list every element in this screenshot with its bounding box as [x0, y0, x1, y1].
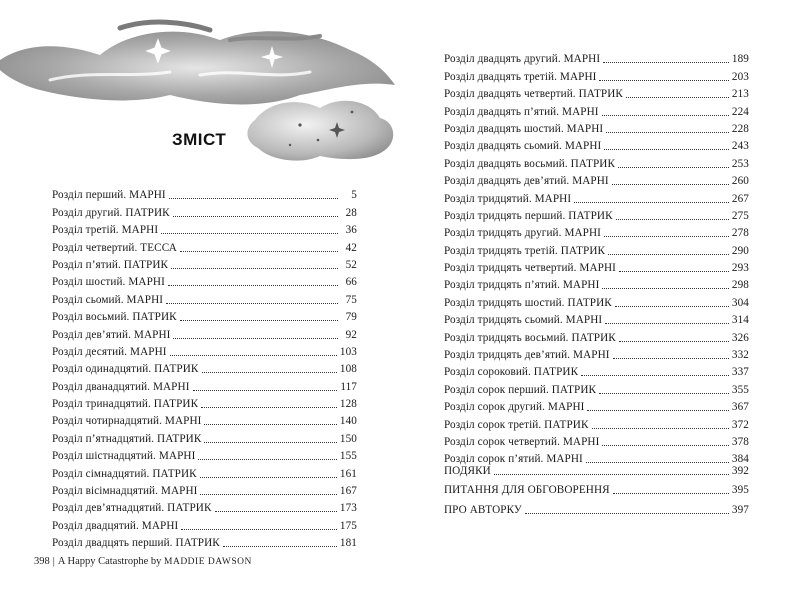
- toc-entry: [444, 458, 749, 478]
- toc-entry-page: 267: [731, 192, 749, 205]
- toc-entry-title: Розділ другий. ПАТРИК: [52, 206, 170, 219]
- toc-entry-title: Розділ двадцять п’ятий. МАРНІ: [444, 105, 599, 118]
- toc-dot-leader: [626, 97, 729, 98]
- toc-entry: [444, 258, 749, 275]
- toc-dot-leader: [166, 303, 338, 304]
- toc-entry: [52, 533, 357, 550]
- toc-dot-leader: [200, 494, 336, 495]
- toc-entry: [52, 428, 357, 445]
- toc-entry: [52, 255, 357, 272]
- toc-dot-leader: [204, 424, 336, 425]
- toc-entry-page: 260: [731, 175, 749, 188]
- toc-entry: [52, 359, 357, 376]
- toc-dot-leader: [201, 407, 337, 408]
- toc-entry: [52, 324, 357, 341]
- toc-entry-page: 79: [345, 311, 357, 324]
- toc-entry-page: 108: [339, 363, 357, 376]
- toc-entry: [444, 101, 749, 118]
- toc-entry-page: 290: [731, 244, 749, 257]
- toc-entry-title: Розділ двадцятий. МАРНІ: [52, 519, 179, 532]
- toc-entry-page: 304: [731, 296, 749, 309]
- toc-entry: [444, 136, 749, 153]
- toc-entry-title: ПОДЯКИ: [444, 464, 491, 477]
- toc-entry-title: Розділ сорок п’ятий. МАРНІ: [444, 453, 583, 466]
- toc-entry: [52, 220, 357, 237]
- toc-entry-page: 150: [339, 432, 357, 445]
- toc-entry: [52, 289, 357, 306]
- toc-entry-title: Розділ перший. МАРНІ: [52, 189, 166, 202]
- toc-entry: [52, 481, 357, 498]
- toc-entry: [444, 171, 749, 188]
- toc-entry-title: Розділ тринадцятий. ПАТРИК: [52, 398, 199, 411]
- toc-dot-leader: [602, 115, 729, 116]
- toc-entry-page: 384: [731, 453, 749, 466]
- toc-entry-page: 378: [731, 435, 749, 448]
- toc-dot-leader: [173, 338, 338, 339]
- toc-entry-title: Розділ одинадцятий. ПАТРИК: [52, 363, 199, 376]
- toc-entry-page: 28: [345, 206, 357, 219]
- toc-dot-leader: [161, 233, 338, 234]
- toc-dot-leader: [200, 477, 337, 478]
- toc-dot-leader: [602, 288, 728, 289]
- toc-entry-title: Розділ двадцять восьмий. ПАТРИК: [444, 157, 616, 170]
- cloud-band-upper-icon: [0, 31, 395, 104]
- toc-entry-page: 228: [731, 122, 749, 135]
- toc-entry-title: Розділ двадцять дев’ятий. МАРНІ: [444, 175, 609, 188]
- toc-dot-leader: [525, 513, 729, 514]
- toc-entry-page: 189: [731, 53, 749, 66]
- toc-dot-leader: [173, 216, 338, 217]
- toc-entry-page: 117: [340, 380, 357, 393]
- toc-entry: [52, 202, 357, 219]
- toc-entry-page: 92: [345, 328, 357, 341]
- toc-entry-title: ПРО АВТОРКУ: [444, 503, 522, 516]
- book-title: A Happy Catastrophe: [57, 556, 149, 567]
- toc-dot-leader: [616, 219, 729, 220]
- toc-dot-leader: [605, 323, 729, 324]
- toc-entry-page: 66: [345, 276, 357, 289]
- toc-entry: [444, 66, 749, 83]
- toc-dot-leader: [223, 546, 337, 547]
- toc-entry-page: 293: [731, 262, 749, 275]
- toc-entry-page: 175: [339, 519, 357, 532]
- toc-entry: [444, 478, 749, 498]
- footer-by: by: [150, 556, 162, 567]
- toc-entry-title: Розділ третій. МАРНІ: [52, 224, 159, 237]
- toc-entry: [444, 119, 749, 136]
- toc-entry: [444, 414, 749, 431]
- toc-entry: [444, 153, 749, 170]
- toc-entry-page: 181: [339, 537, 357, 550]
- toc-dot-leader: [169, 198, 338, 199]
- toc-dot-leader: [619, 341, 729, 342]
- toc-entry-page: 5: [351, 189, 357, 202]
- toc-dot-leader: [603, 62, 729, 63]
- toc-entry-title: Розділ двадцять другий. МАРНІ: [444, 53, 601, 66]
- toc-entry-title: ПИТАННЯ ДЛЯ ОБГОВОРЕННЯ: [444, 484, 610, 497]
- toc-entry-page: 173: [339, 502, 357, 515]
- toc-entry: [52, 411, 357, 428]
- toc-entry: [52, 185, 357, 202]
- toc-entry-title: Розділ тридцять п’ятий. МАРНІ: [444, 279, 600, 292]
- author-name: MADDIE DAWSON: [164, 557, 252, 567]
- toc-entry-title: Розділ сьомий. МАРНІ: [52, 293, 164, 306]
- toc-entry: [444, 497, 749, 517]
- toc-dot-leader: [604, 236, 729, 237]
- toc-entry-page: 75: [345, 293, 357, 306]
- toc-entry-title: Розділ шостий. МАРНІ: [52, 276, 165, 289]
- toc-list-left: [52, 185, 357, 550]
- toc-entry: [444, 206, 749, 223]
- toc-entry: [444, 292, 749, 309]
- toc-entry: [52, 446, 357, 463]
- toc-entry-title: Розділ десятий. МАРНІ: [52, 345, 167, 358]
- night-sky-illustration-icon: [0, 0, 400, 185]
- toc-entry-page: 103: [339, 345, 357, 358]
- toc-dot-leader: [168, 285, 338, 286]
- toc-entry: [52, 394, 357, 411]
- toc-dot-leader: [599, 80, 728, 81]
- toc-entry-page: 155: [339, 450, 357, 463]
- toc-entry: [444, 223, 749, 240]
- toc-entry: [444, 397, 749, 414]
- toc-entry: [444, 327, 749, 344]
- toc-entry: [444, 379, 749, 396]
- toc-entry-page: 372: [731, 418, 749, 431]
- toc-entry: [444, 49, 749, 66]
- toc-entry: [52, 515, 357, 532]
- toc-entry-title: Розділ дев’ятий. МАРНІ: [52, 328, 171, 341]
- toc-entry: [52, 342, 357, 359]
- toc-dot-leader: [180, 320, 338, 321]
- toc-entry-title: Розділ сороковий. ПАТРИК: [444, 366, 579, 379]
- toc-entry-page: 36: [345, 224, 357, 237]
- toc-entry-page: 161: [339, 467, 357, 480]
- toc-entry-title: Розділ п’ятнадцятий. ПАТРИК: [52, 432, 202, 445]
- toc-entry-title: Розділ тридцять восьмий. ПАТРИК: [444, 331, 616, 344]
- toc-entry-page: 128: [339, 398, 357, 411]
- toc-dot-leader: [494, 474, 729, 475]
- toc-entry: [444, 345, 749, 362]
- toc-entry-page: 52: [345, 258, 357, 271]
- toc-entry: [52, 376, 357, 393]
- toc-entry-title: Розділ вісімнадцятий. МАРНІ: [52, 485, 198, 498]
- toc-dot-leader: [181, 529, 337, 530]
- page-number: 398: [34, 556, 50, 567]
- toc-entry: [52, 307, 357, 324]
- toc-entry-page: 275: [731, 209, 749, 222]
- toc-dot-leader: [618, 167, 729, 168]
- toc-heading: ЗМІСТ: [172, 130, 227, 149]
- toc-dot-leader: [171, 268, 338, 269]
- toc-entry-page: 253: [731, 157, 749, 170]
- toc-list-right: [444, 49, 749, 466]
- toc-entry-title: Розділ двадцять третій. МАРНІ: [444, 70, 597, 83]
- toc-entry-title: Розділ тридцять третій. ПАТРИК: [444, 244, 606, 257]
- toc-entry-page: 203: [731, 70, 749, 83]
- toc-entry-page: 140: [339, 415, 357, 428]
- toc-entry-page: 395: [731, 484, 749, 497]
- toc-entry-title: Розділ чотирнадцятий. МАРНІ: [52, 415, 202, 428]
- right-page: [400, 0, 800, 600]
- toc-dot-leader: [587, 410, 728, 411]
- toc-entry-title: Розділ двадцять сьомий. МАРНІ: [444, 140, 602, 153]
- toc-dot-leader: [198, 459, 337, 460]
- toc-dot-leader: [612, 184, 729, 185]
- toc-entry-page: 337: [731, 366, 749, 379]
- toc-entry-page: 392: [731, 464, 749, 477]
- toc-entry-page: 243: [731, 140, 749, 153]
- toc-entry-title: Розділ дванадцятий. МАРНІ: [52, 380, 190, 393]
- toc-entry: [444, 188, 749, 205]
- toc-entry-page: 397: [731, 503, 749, 516]
- toc-dot-leader: [606, 132, 729, 133]
- toc-entry-page: 278: [731, 227, 749, 240]
- toc-entry-title: Розділ п’ятий. ПАТРИК: [52, 258, 169, 271]
- toc-dot-leader: [613, 493, 729, 494]
- toc-entry: [444, 362, 749, 379]
- toc-entry-page: 332: [731, 349, 749, 362]
- toc-entry-page: 167: [339, 485, 357, 498]
- toc-entry-title: Розділ сорок другий. МАРНІ: [444, 401, 585, 414]
- toc-dot-leader: [170, 355, 337, 356]
- toc-dot-leader: [602, 445, 728, 446]
- toc-dot-leader: [599, 393, 729, 394]
- page-footer: [34, 556, 252, 567]
- toc-entry-title: Розділ тридцять дев’ятий. МАРНІ: [444, 349, 610, 362]
- toc-entry-page: 224: [731, 105, 749, 118]
- toc-entry: [444, 432, 749, 449]
- toc-entry: [52, 237, 357, 254]
- toc-entry-page: 314: [731, 314, 749, 327]
- toc-entry: [444, 275, 749, 292]
- toc-entry-title: Розділ тридцять перший. ПАТРИК: [444, 209, 613, 222]
- footer-separator: |: [52, 556, 55, 567]
- toc-dot-leader: [193, 390, 338, 391]
- toc-entry-title: Розділ тридцять четвертий. МАРНІ: [444, 262, 616, 275]
- toc-entry-title: Розділ тридцять шостий. ПАТРИК: [444, 296, 612, 309]
- toc-dot-leader: [592, 428, 729, 429]
- toc-entry-title: Розділ шістнадцятий. МАРНІ: [52, 450, 196, 463]
- toc-dot-leader: [613, 358, 729, 359]
- toc-entry-page: 355: [731, 383, 749, 396]
- toc-dot-leader: [619, 271, 729, 272]
- toc-entry-title: Розділ четвертий. ТЕССА: [52, 241, 177, 254]
- toc-dot-leader: [615, 306, 729, 307]
- toc-entry-title: Розділ сорок третій. ПАТРИК: [444, 418, 589, 431]
- cloud-lower-icon: [247, 101, 393, 161]
- toc-entry-page: 298: [731, 279, 749, 292]
- toc-list-backmatter: [444, 458, 749, 517]
- toc-entry-title: Розділ тридцять другий. МАРНІ: [444, 227, 601, 240]
- toc-dot-leader: [180, 251, 338, 252]
- toc-entry: [52, 463, 357, 480]
- toc-entry: [52, 498, 357, 515]
- toc-entry: [444, 84, 749, 101]
- toc-entry: [444, 310, 749, 327]
- toc-entry-page: 213: [731, 88, 749, 101]
- toc-dot-leader: [574, 202, 729, 203]
- toc-dot-leader: [202, 372, 337, 373]
- toc-entry-page: 326: [731, 331, 749, 344]
- toc-dot-leader: [215, 511, 337, 512]
- toc-dot-leader: [604, 149, 729, 150]
- toc-dot-leader: [581, 375, 729, 376]
- toc-entry-page: 367: [731, 401, 749, 414]
- toc-entry-title: Розділ тридцятий. МАРНІ: [444, 192, 572, 205]
- toc-entry-title: Розділ сорок четвертий. МАРНІ: [444, 435, 600, 448]
- toc-dot-leader: [608, 254, 729, 255]
- toc-entry: [444, 240, 749, 257]
- toc-entry: [52, 272, 357, 289]
- toc-dot-leader: [204, 442, 337, 443]
- toc-entry-title: Розділ восьмий. ПАТРИК: [52, 311, 177, 324]
- toc-entry-title: Розділ сорок перший. ПАТРИК: [444, 383, 597, 396]
- toc-entry-title: Розділ дев’ятнадцятий. ПАТРИК: [52, 502, 212, 515]
- toc-entry-title: Розділ тридцять сьомий. МАРНІ: [444, 314, 603, 327]
- toc-entry-title: Розділ двадцять четвертий. ПАТРИК: [444, 88, 623, 101]
- toc-entry-title: Розділ сімнадцятий. ПАТРИК: [52, 467, 197, 480]
- toc-entry-page: 42: [345, 241, 357, 254]
- toc-entry-title: Розділ двадцять перший. ПАТРИК: [52, 537, 220, 550]
- toc-entry-title: Розділ двадцять шостий. МАРНІ: [444, 122, 604, 135]
